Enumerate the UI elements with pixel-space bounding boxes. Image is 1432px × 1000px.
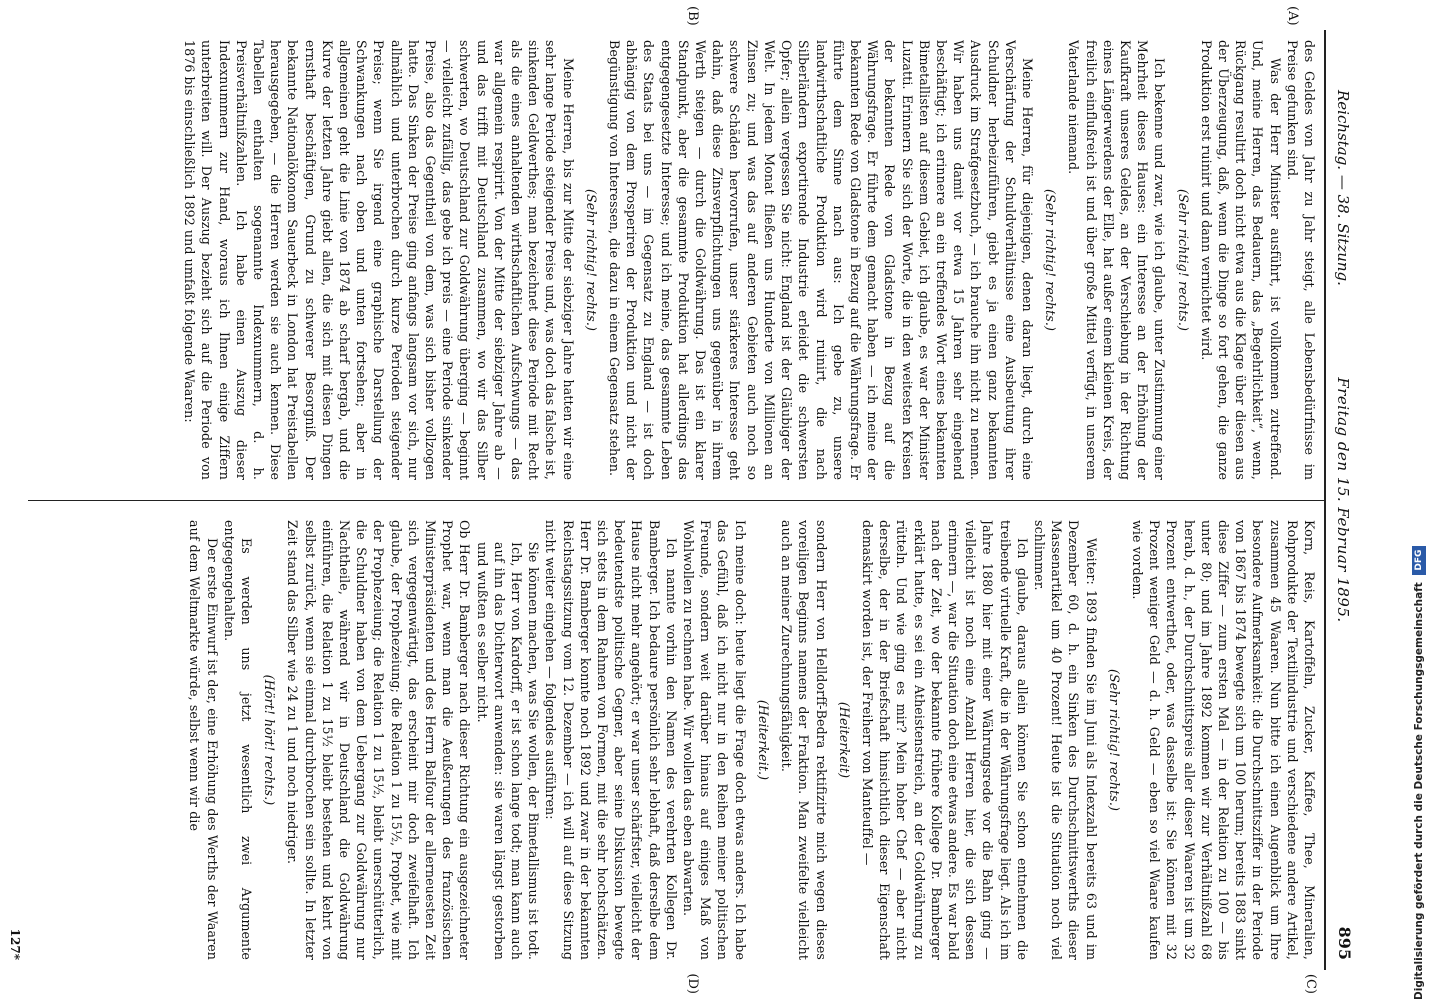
paragraph: Weiter: 1893 finden Sie im Juni als Indexzahl bereits 63 und im Dezember 60, d. h. ein Sinken des Durchschnittswerths dieser Massenartikel um 40 Prozent! Heute ist die Situation noch viel schlimmer. [1031,520,1099,960]
header-date: Freitag den 15. Februar 1895. [1334,377,1352,623]
paragraph: Meine Herren, für diejenigen, denen daran liegt, durch eine Verschärfung der Schuldverhältnisse eine Ausbeutung ihrer Schuldner herbeizuführen, giebt es ja einen ganz bekannten Ausdruck im Strafgesetzbuch, — ich brauche ihn nicht zu nennen. Wir haben uns damit vor etwa 15 Jahren sehr eingehend beschäftigt; ich erinnere an ein treffendes Wort eines bekannten Bimetallisten auf diesem Gebiet, ich glaube, es war der Minister Luzatti. Erinnern Sie sich der Worte, die in den weitesten Kreisen der bekannten Rede von Gladstone in Bezug auf die Währungsfrage. Er führte dem gemacht haben — ich meine der bekannten Rede von Gladstone in Bezug auf die Währungsfrage. Er führte dem Sinne nach aus: Ich gebe zu, unsere landwirthschaftliche Produktion wird ruinirt, die nach Silberländern exportirende Industrie erleidet die schwersten Opfer; allein vergessen Sie nicht: England ist der Gläubiger der Welt. In jedem Monat fließen uns Hunderte von Millionen an Zinsen zu; und was das auf anderen Gebieten auch noch so schwere Schäden hervorrufen, unser stärkeres Interesse geht dahin, daß diese Zinsverpflichtungen uns gegenüber in ihrem Werth steigen — durch die Goldwährung. Das ist ein klarer Standpunkt, aber die gesammte Produktion hat allerdings das entgegengesetzte Interesse; und ich meine, das gesammte Leben des Staats bei uns — im Gegensatz zu England — ist doch abhängig von dem Prosperiren der Produktion und nicht der Begünstigung von Interessen, die dazu in einem Gegensatz stehen. [607,40,1035,480]
paragraph: Meine Herren, bis zur Mitte der siebziger Jahre hatten wir eine sehr lange Periode steigender Preise und, was doch das falsche ist, sinkenden Geldwerthes; man bezeichnet diese Periode mit Recht als die eines anhaltenden wirthschaftlichen Aufschwungs — das war allgemein respirirt. Von der Mitte der siebziger Jahre ab — und das trifft mit Deutschland zusammen, wo wir das Silber schwerten, wo Deutschland zur Goldwährung überging — beginnt — vielleicht zufällig, das gebe ich preis — eine Periode sinkender Preise, also das Gegentheil von dem, was sich bisher vollzogen hatte. Das Sinken der Preise ging anfangs langsam vor sich, nur allmählich und unterbrochen durch kurze Perioden steigender Preise; wenn Sie irgend eine graphische Darstellung der Schwankungen nach oben und unten fortsehen; aber in allgemeinen geht die Linie von 1874 ab scharf bergab, und die Kurve der letzten Jahre giebt allen, die sich mit diesen Dingen ernsthaft beschäftigen, Grund zu schwerer Besorgniß. Der bekannte Nationalökonom Sauerbeck in London hat Preistabellen herausgegeben, — die Herren werden sie auch kennen. Diese Tabellen enthalten sogenannte Indexnummern, d. h. Preisverhältnißzahlen. Ich habe einen Auszug dieser Indexnummern zur Hand, woraus ich Ihnen einige Ziffern unterbreiten will. Der Auszug bezieht sich auf die Periode von 1876 bis einschließlich 1892 und umfaßt folgende Waaren: [182,40,576,480]
paragraph: Korn, Reis, Kartoffeln, Zucker, Kaffee, Thee, Mineralien, Rohprodukte der Textilindustrie und verschiedene andere Artikel, zusammen 45 Waaren. Nun bitte ich einen Augenblick um Ihre besondere Aufmerksamkeit: die Durchschnittsziffer in der Periode von 1867 bis 1874 bewegte sich um 100 herum; bereits 1883 sinkt diese Ziffer — zum ersten Mal — in der Relation zu 100 — bis unter 80; und im Jahre 1892 kommen wir zur Verhältnißzahl 68 herab, d. h., der Durchschnittspreis aller dieser Waaren ist um 32 Prozent entwerthet, oder, was dasselbe ist: Sie können mit 32 Prozent weniger Geld — d. h. Geld — eben so viel Waare kaufen wie vordem. [1129,520,1317,960]
paragraph: sondern Herr von Helldorff-Bedra rektifizirte mich wegen dieses voreiligen Beginns namens der Fraktion. Man zweifelte vielleicht auch an meiner Zurechnungsfähigkeit. [779,520,829,960]
interjection: (Sehr richtig! rechts.) [583,189,599,331]
left-column [30,40,1318,480]
paragraph: Ich meine doch: heute liegt die Frage doch etwas anders. Ich habe das Gefühl, daß ich nicht nur in den Reihen meiner politischen Freunde, sondern weit darüber hinaus auf einiges Maß von Wohlwollen zu rechnen habe. Wir wollen das eben abwarten. [681,520,748,960]
interjection: (Heiterkeit.) [755,699,771,781]
paragraph: Es werden uns jetzt wesentlich zwei Argumente entgegengehalten. [221,520,255,960]
interjection: (Sehr richtig! rechts.) [1175,189,1191,331]
paragraph: des Geldes von Jahr zu Jahr steigt, alle Lebensbedürfnisse im Preise gefunken sind. [1284,40,1317,480]
page-header [1324,30,1360,970]
interjection: (Hört! hört! rechts.) [262,674,278,806]
header-session: Reichstag. — 38. Sitzung. [1334,90,1352,286]
margin-marker-a: (A) [1285,6,1300,26]
paragraph: Ob Herr Dr. Bamberger nach dieser Richtung ein ausgezeichneter Prophet war, wenn man die Aeußerungen des französischen Ministerpräsidenten und des Herrn Balfour der allerneuesten Zeit sich vergegenwärtigt, das erscheint mir doch zweifelhaft. Ich glaube, der Prophezeiung; die Relation 1 zu 15½, Prophet, wie mit der Prophezeiung; die Relation 1 zu 15½, bleibt unerschütterlich, die Schuldner haben von dem Uebergang zur Goldwährung nur Nachtheile, während wir in Deutschland die Goldwährung einführen, die Relation 1 zu 15½ bleibt bestehen und kehrt von selbst zurück, wenn sie einmal durchbrochen sein sollte. In letzter Zeit stand das Silber wie 24 zu 1 und noch niedriger. [285,520,473,960]
paragraph: Der erste Einwurf ist der, eine Erhöhung des Werths der Waaren auf dem Weltmarkte würde, selbst wenn wir die [187,520,220,960]
interjection: (Heiterkeit) [836,701,852,779]
interjection: (Sehr richtig! rechts.) [1106,669,1122,811]
digitization-credit [1402,0,1432,1000]
right-column [30,520,1318,960]
credit-label: Digitalisierung gefördert durch die Deutsche Forschungsgemeinschaft [1413,582,1425,1000]
paragraph: Ich bekenne und zwar, wie ich glaube, unter Zustimmung einer Mehrheit dieses Hauses: ein Interesse an der Erhöhung der Kaufkraft unseres Geldes, an der Verschiebung in der Richtung eines Längerwerdens der Elle, hat außer einem kleinen Kreis, der freilich einflußreich ist und über große Mittel verfügt, in unserem Vaterlande niemand. [1066,40,1168,480]
quotation: Sie können machen, was Sie wollen, der Bimetallismus ist todt. Ich, Herr von Kardorff, er ist schon lange todt; man kann auch auf ihn das Dichterwort anwenden: sie waren längst gestorben und wußten es selber nicht. [474,542,542,960]
credit-text [1404,0,1432,1000]
dfg-logo: DFG [1412,546,1426,575]
column-divider [28,500,1324,501]
paragraph: Ich nannte vorhin den Namen des verehrten Kollegen Dr. Bamberger. Ich bedaure persönlich sehr lebhaft, daß derselbe dem Hause nicht mehr angehört; er war unser schärfster, vielleicht der bedeutendste politische Gegner, aber seine Diskussion bewegte sich stets in dem Rahmen von Formen, mit die sehr hochschätzen. Herr Dr. Bamberger konnte noch 1892 und zwar in der bekannten Reichstagssitzung vom 12. Dezember — ich will auf diese Sitzung nicht weiter eingehen — folgendes ausführen: [543,520,679,960]
interjection: (Sehr richtig! rechts.) [1043,189,1059,331]
margin-marker-d: (D) [685,973,700,994]
page-footer-number: 127* [8,928,22,960]
page-number: 895 [1335,926,1354,960]
margin-marker-b: (B) [685,6,700,26]
margin-marker-c: (C) [1303,973,1318,994]
paragraph: Ich glaube, daraus allein können Sie schon entnehmen die treibende virtuelle Kraft, die in der Währungsfrage liegt. Als ich im Jahre 1880 hier mit einer Währungsrede vor die Bahn ging — vielleicht ist noch eine Anzahl Herren hier, die sich dessen erinnern —, war die Situation doch eine etwas andere. Es war bald nach der Zeit, wo der bekannte frühere Kollege Dr. Bamberger erklärt hatte, es sei ein Atheistenstreich, an der Goldwährung zu rütteln. Und wie ging es mir? Mein hoher Chef — aber nicht derselbe, der in der Briefschaft hinsichtlich dieser Eigenschaft demaskirt worden ist, der Freiherr von Manteuffel — [859,520,1030,960]
paragraph: Was der Herr Minister ausführt, ist vollkommen zutreffend. Und, meine Herren, das Bedauern, das „Begehrlichkeit“, wenn, Rückgang resultirt doch nicht etwa aus die Klage über diesen aus der Überzeugung, daß, wenn die Dinge so fort gehen, die ganze Produktion erst ruinirt und dann vernichtet wird. [1198,40,1283,480]
